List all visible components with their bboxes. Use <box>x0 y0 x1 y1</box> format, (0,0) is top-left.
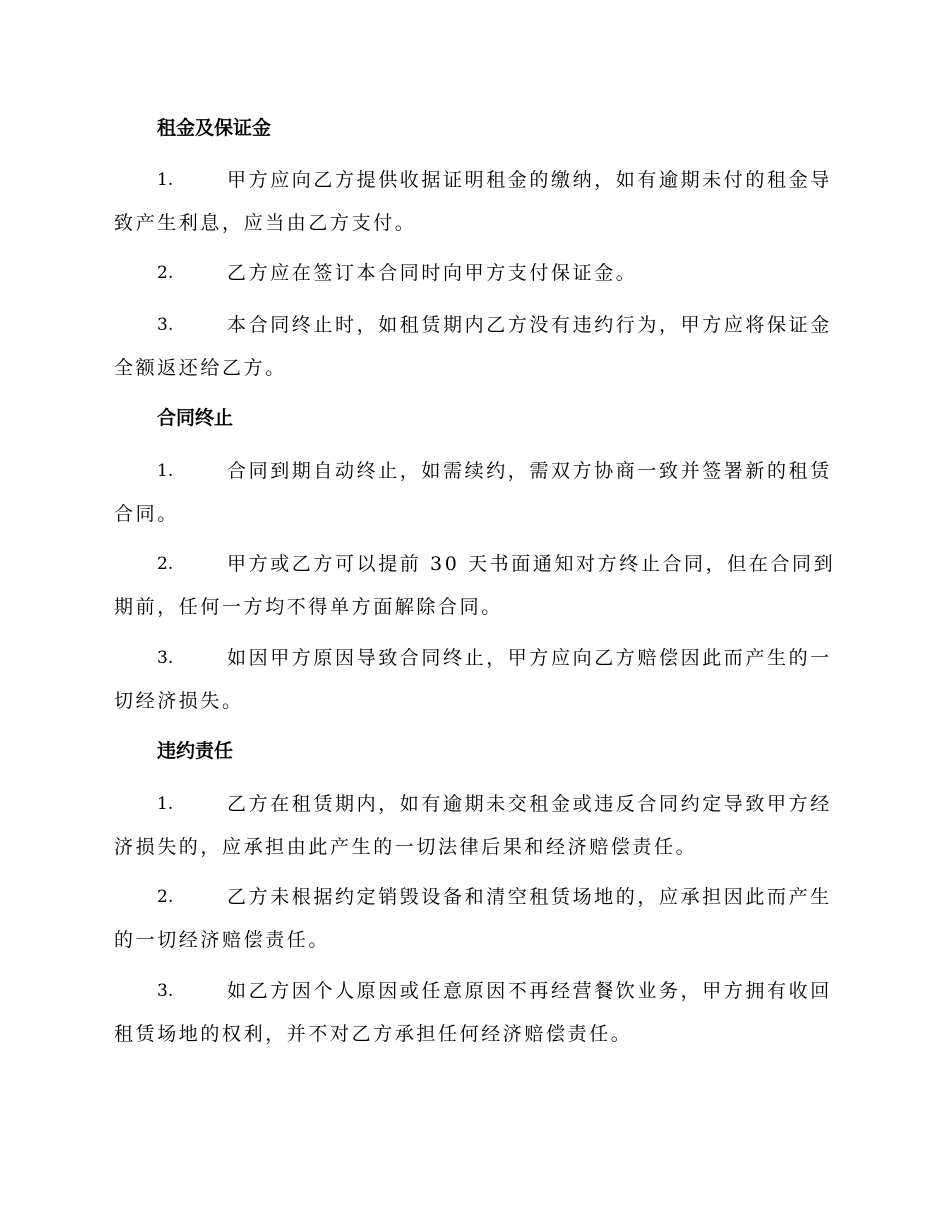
section-heading: 合同终止 <box>157 407 234 429</box>
clause-text-line: 乙方应在签订本合同时向甲方支付保证金。 <box>227 262 638 284</box>
clause-text-line: 乙方在租赁期内，如有逾期未交租金或违反合同约定导致甲方经 <box>227 793 832 815</box>
section-heading: 违约责任 <box>157 740 234 762</box>
clause-text-line: 租赁场地的权利，并不对乙方承担任何经济赔偿责任。 <box>114 1023 633 1045</box>
clause-text-line: 济损失的，应承担由此产生的一切法律后果和经济赔偿责任。 <box>114 836 698 858</box>
section-heading: 租金及保证金 <box>157 117 272 139</box>
clause-text-line: 本合同终止时，如租赁期内乙方没有违约行为，甲方应将保证金 <box>227 314 832 336</box>
clause-number: 2. <box>157 887 174 907</box>
clause-text-line: 全额返还给乙方。 <box>114 357 287 379</box>
clause-text-line: 期前，任何一方均不得单方面解除合同。 <box>114 596 503 618</box>
clause-number: 3. <box>157 648 174 668</box>
clause-number: 1. <box>157 461 174 481</box>
clause-text-line: 乙方未根据约定销毁设备和清空租赁场地的，应承担因此而产生 <box>227 886 832 908</box>
clause-text-line: 甲方应向乙方提供收据证明租金的缴纳，如有逾期未付的租金导 <box>227 169 832 191</box>
clause-text-line: 如乙方因个人原因或任意原因不再经营餐饮业务，甲方拥有收回 <box>227 980 832 1002</box>
clause-text-line: 如因甲方原因导致合同终止，甲方应向乙方赔偿因此而产生的一 <box>227 647 832 669</box>
clause-text-line: 的一切经济赔偿责任。 <box>114 929 331 951</box>
clause-number: 3. <box>157 315 174 335</box>
clause-number: 1. <box>157 794 174 814</box>
clause-number: 1. <box>157 170 174 190</box>
clause-text-line: 甲方或乙方可以提前 30 天书面通知对方终止合同，但在合同到 <box>227 553 836 575</box>
clause-number: 3. <box>157 981 174 1001</box>
clause-text-line: 致产生利息，应当由乙方支付。 <box>114 212 417 234</box>
clause-text-line: 合同到期自动终止，如需续约，需双方协商一致并签署新的租赁 <box>227 460 832 482</box>
clause-number: 2. <box>157 554 174 574</box>
clause-number: 2. <box>157 263 174 283</box>
clause-text-line: 合同。 <box>114 503 179 525</box>
clause-text-line: 切经济损失。 <box>114 690 244 712</box>
